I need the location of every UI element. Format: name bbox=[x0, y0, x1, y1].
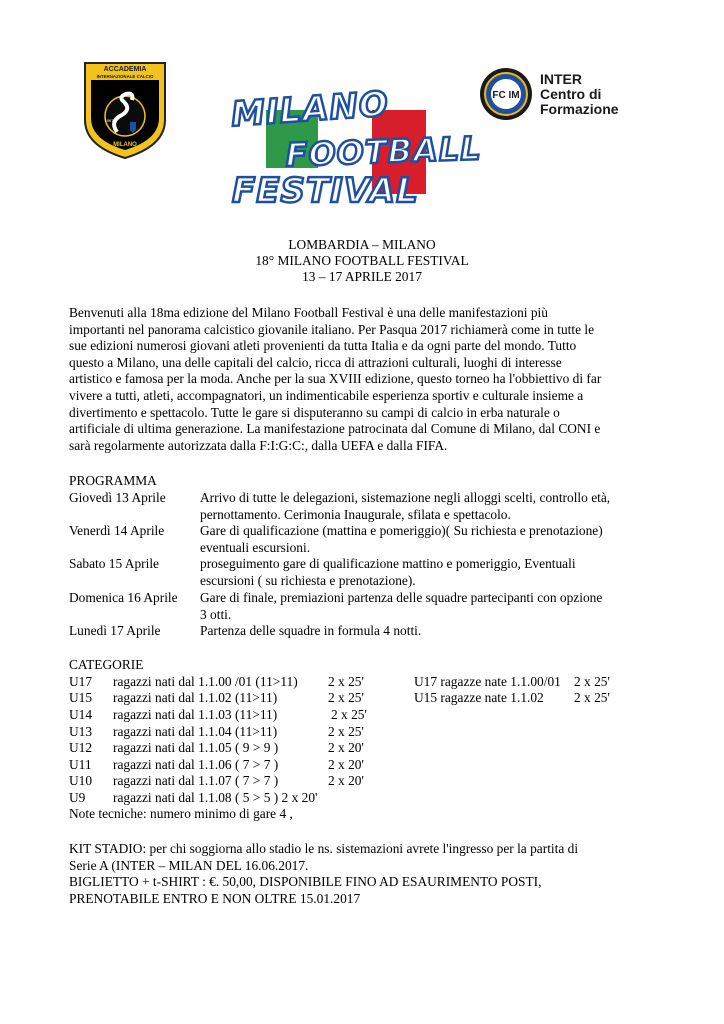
heading-dates: 13 – 17 APRILE 2017 bbox=[302, 269, 422, 284]
logo-football-text: FOOTBALL bbox=[284, 129, 483, 174]
event-heading bbox=[0, 237, 724, 285]
intro-paragraph bbox=[69, 305, 669, 454]
intro-line: Benvenuti alla 18ma edizione del Milano Football Festival è una delle manifestazioni più bbox=[69, 305, 548, 320]
category-code: U14 bbox=[69, 707, 93, 722]
intro-line: vivere a tutti, atleti, accompagnatori, un indimenticabile esperienza sportiv e culturale insieme a bbox=[69, 387, 584, 403]
programma-desc: escursioni ( su richiesta e prenotazione). bbox=[200, 572, 416, 588]
technical-note: Note tecniche: numero minimo di gare 4 , bbox=[69, 806, 293, 821]
kit-line: BIGLIETTO + t-SHIRT : €. 50,00, DISPONIBILE FINO AD ESAURIMENTO POSTI, bbox=[69, 874, 542, 890]
programma-day: Domenica 16 Aprile bbox=[69, 590, 178, 605]
categorie-title: CATEGORIE bbox=[69, 657, 144, 672]
category-code: U9 bbox=[69, 790, 86, 805]
category-code: U17 bbox=[69, 674, 93, 689]
category-code: U10 bbox=[69, 773, 93, 788]
girls-category-desc: U15 ragazze nate 1.1.02 bbox=[414, 690, 544, 705]
intro-line: importanti nel panorama calcistico giovanile italiano. Per Pasqua 2017 richiamerà come in tutte le bbox=[69, 321, 595, 337]
programma-desc: Partenza delle squadre in formula 4 notti. bbox=[200, 623, 422, 638]
intro-line: questo a Milano, una delle capitali del calcio, ricca di attrazioni culturali, luoghi di interesse bbox=[69, 354, 562, 370]
heading-title: 18° MILANO FOOTBALL FESTIVAL bbox=[255, 253, 469, 268]
logo-festival-text: FESTIVAL bbox=[232, 171, 419, 211]
milano-football-festival-logo bbox=[228, 84, 483, 214]
kit-line: Serie A (INTER – MILAN DEL 16.06.2017. bbox=[69, 857, 309, 873]
category-format: 2 x 25' bbox=[328, 674, 364, 689]
category-format: 2 x 20' bbox=[328, 740, 364, 755]
girls-category-format: 2 x 25' bbox=[574, 674, 610, 689]
category-code: U13 bbox=[69, 724, 93, 739]
kit-line: PRENOTABILE ENTRO E NON OLTRE 15.01.2017 bbox=[69, 890, 361, 906]
accademia-text: ACCADEMIA bbox=[103, 66, 147, 73]
programma-day: Venerdì 14 Aprile bbox=[69, 523, 165, 538]
category-format: 2 x 25' bbox=[328, 724, 364, 739]
programma-desc: Arrivo di tutte le delegazioni, sistemazione negli alloggi scelti, controllo età, bbox=[200, 490, 611, 505]
svg-text:Formazione: Formazione bbox=[540, 101, 619, 117]
programma-day: Lunedì 17 Aprile bbox=[69, 623, 161, 638]
programma-desc: 3 otti. bbox=[200, 606, 232, 622]
programma-desc: Gare di finale, premiazioni partenza delle squadre partecipanti con opzione bbox=[200, 590, 603, 605]
programma-desc: Gare di qualificazione (mattina e pomeriggio)( Su richiesta e prenotazione) bbox=[200, 523, 603, 538]
programma-desc: proseguimento gare di qualificazione mattino e pomeriggio, Eventuali bbox=[200, 556, 576, 571]
kit-stadio-section bbox=[69, 841, 669, 907]
logo-milano-text: MILANO bbox=[229, 84, 391, 135]
accademia-logo bbox=[82, 60, 168, 160]
inter-centro-formazione-logo bbox=[478, 66, 628, 122]
category-desc: ragazzi nati dal 1.1.00 /01 (11>11) bbox=[113, 674, 298, 689]
category-code: U11 bbox=[69, 757, 92, 772]
kit-line: KIT STADIO: per chi soggiorna allo stadio le ns. sistemazioni avrete l'ingresso per la partita di bbox=[69, 841, 579, 856]
category-desc: ragazzi nati dal 1.1.03 (11>11) bbox=[113, 707, 278, 722]
svg-text:INTERNAZIONALE CALCIO: INTERNAZIONALE CALCIO bbox=[96, 74, 154, 79]
category-desc: ragazzi nati dal 1.1.08 ( 5 > 5 ) 2 x 20' bbox=[113, 790, 318, 805]
category-desc: ragazzi nati dal 1.1.07 ( 7 > 7 ) bbox=[113, 773, 279, 788]
intro-line: artistico e famosa per la moda. Anche per la sua XVIII edizione, questo torneo ha l'obbiettivo di far bbox=[69, 371, 602, 387]
svg-text:MILANO: MILANO bbox=[113, 142, 137, 148]
intro-line: divertimento e spettacolo. Tutte le gare si disputeranno su campi di calcio in erba naturale o bbox=[69, 404, 560, 420]
inter-mark: FC IM bbox=[492, 90, 520, 101]
category-desc: ragazzi nati dal 1.1.02 (11>11) bbox=[113, 690, 278, 705]
category-desc: ragazzi nati dal 1.1.05 ( 9 > 9 ) bbox=[113, 740, 279, 755]
programma-day: Giovedì 13 Aprile bbox=[69, 490, 166, 505]
category-format: 2 x 20' bbox=[328, 757, 364, 772]
programma-day: Sabato 15 Aprile bbox=[69, 556, 160, 571]
category-code: U12 bbox=[69, 740, 93, 755]
svg-text:INTER: INTER bbox=[540, 71, 582, 87]
intro-line: sue edizioni numerosi giovani atleti provenienti da tutta Italia e da ogni parte del mondo. Tutto bbox=[69, 338, 577, 354]
category-desc: ragazzi nati dal 1.1.06 ( 7 > 7 ) bbox=[113, 757, 279, 772]
category-format: 2 x 25' bbox=[328, 690, 364, 705]
programma-desc: eventuali escursioni. bbox=[200, 539, 311, 555]
programma-title: PROGRAMMA bbox=[69, 473, 157, 488]
category-desc: ragazzi nati dal 1.1.04 (11>11) bbox=[113, 724, 278, 739]
girls-category-format: 2 x 25' bbox=[574, 690, 610, 705]
svg-text:Centro di: Centro di bbox=[540, 86, 602, 102]
category-format: 2 x 25' bbox=[331, 707, 367, 722]
category-code: U15 bbox=[69, 690, 93, 705]
girls-category-row bbox=[414, 674, 610, 690]
category-format: 2 x 20' bbox=[328, 773, 364, 788]
programma-desc: pernottamento. Cerimonia Inaugurale, sfilata e spettacolo. bbox=[200, 506, 511, 522]
heading-region: LOMBARDIA – MILANO bbox=[288, 237, 436, 252]
intro-line: artificiale di ultima generazione. La manifestazione patrocinata dal Comune di Milano, dal CONI e bbox=[69, 421, 601, 437]
intro-line: sarà regolarmente autorizzata dalla F:I:G:C:, dalla UEFA e dalla FIFA. bbox=[69, 437, 448, 453]
girls-category-row bbox=[414, 690, 610, 706]
svg-text:1997: 1997 bbox=[104, 118, 114, 123]
girls-category-desc: U17 ragazze nate 1.1.00/01 bbox=[414, 674, 561, 689]
